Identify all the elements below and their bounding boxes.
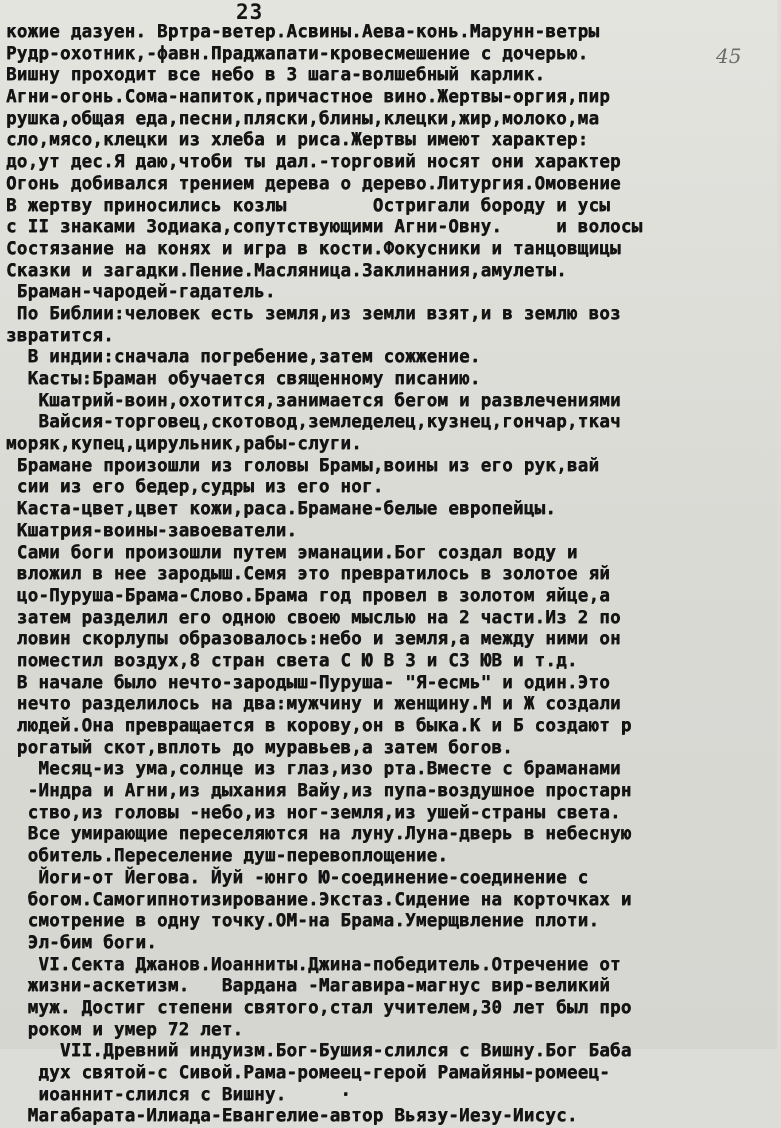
text-line: звратится.: [6, 325, 114, 346]
text-line: поместил воздух,8 стран света С Ю В З и СЗ ЮВ и т.д.: [6, 650, 578, 671]
text-line: Рудр-охотник,-фавн.Праджапати-кровесмешение с дочерью.: [6, 43, 589, 64]
text-line: Кшатрий-воин,охотится,занимается бегом и развлечениями: [6, 390, 621, 411]
text-line: Брамане произошли из головы Брамы,воины из его рук,вай: [6, 455, 600, 476]
text-line: до,ут дес.Я даю,чтоби ты дал.-торговий носят они характер: [6, 152, 621, 173]
text-line: цо-Пуруша-Брама-Слово.Брама год провел в золотом яйце,а: [6, 585, 611, 606]
text-line: Вишну проходит все небо в 3 шага-волшебный карлик.: [6, 65, 546, 86]
text-line: Состязание на конях и игра в кости.Фокусники и танцовщицы: [6, 238, 621, 259]
text-line: Кшатрия-воины-завоеватели.: [6, 520, 298, 541]
text-line: В начале было нечто-зародыш-Пуруша- "Я-есмь" и один.Это: [6, 672, 611, 693]
text-line: с II знаками Зодиака,сопутствующими Агни-Овну. и волосы: [6, 217, 643, 238]
text-line: Йоги-от Йегова. Йуй -юнго Ю-соединение-соединение с: [6, 867, 589, 888]
text-line: Эл-бим боги.: [6, 932, 158, 953]
page-number: 23: [236, 0, 264, 24]
text-line: Месяц-из ума,солнце из глаз,изо рта.Вместе с браманами: [6, 759, 621, 780]
text-line: нечто разделилось на два:мужчину и женщину.М и Ж создали: [6, 694, 621, 715]
text-line: людей.Она превращается в корову,он в быка.К и Б создают р: [6, 716, 632, 736]
text-line: рушка,общая еда,песни,пляски,блины,клецки,жир,молоко,ма: [6, 108, 600, 129]
text-line: сло,мясо,клецки из хлеба и риса.Жертвы имеют характер:: [6, 130, 589, 151]
text-line: иоаннит-слился с Вишну. ·: [6, 1084, 352, 1105]
text-line: затем разделил его одною своею мыслью на 2 части.Из 2 по: [6, 607, 621, 628]
text-line: Магабарата-Илиада-Евангелие-автор Вьязу-Иезу-Иисус.: [6, 1106, 578, 1127]
text-line: роком и умер 72 лет.: [6, 1019, 244, 1040]
text-line: моряк,купец,цирульник,рабы-слуги.: [6, 434, 362, 455]
handwritten-folio-mark: 45: [716, 44, 742, 68]
text-line: VII.Древний индуизм.Бог-Бушия-слился с Вишну.Бог Баба: [6, 1041, 632, 1062]
text-line: дух святой-с Сивой.Рама-ромеец-герой Рамайяны-ромеец-: [6, 1063, 611, 1083]
text-line: рогатый скот,вплоть до муравьев,а затем богов.: [6, 737, 513, 758]
text-line: В индии:сначала погребение,затем сожжение.: [6, 347, 481, 368]
text-line: Вайсия-торговец,скотовод,земледелец,кузнец,гончар,ткач: [6, 412, 621, 433]
text-line: Агни-огонь.Сома-напиток,причастное вино.Жертвы-оргия,пир: [6, 87, 611, 108]
text-line: вложил в нее зародыш.Семя это превратилось в золотое яй: [6, 564, 611, 585]
typewritten-text-body: [6, 22, 781, 1128]
text-line: Сами боги произошли путем эманации.Бог создал воду и: [6, 542, 578, 563]
text-line: сии из его бедер,судры из его ног.: [6, 477, 384, 498]
text-line: Все умирающие переселяются на луну.Луна-дверь в небесную: [6, 824, 632, 845]
text-line: богом.Самогипнотизирование.Экстаз.Сидение на корточках и: [6, 889, 632, 910]
text-line: обитель.Переселение душ-перевоплощение.: [6, 846, 449, 867]
text-line: муж. Достиг степени святого,стал учителем,30 лет был про: [6, 997, 632, 1018]
text-line: VI.Секта Джанов.Иоанниты.Джина-победитель.Отречение от: [6, 954, 621, 975]
text-line: Каста-цвет,цвет кожи,раса.Брамане-белые европейцы.: [6, 499, 557, 520]
text-line: По Библии:человек есть земля,из земли взят,и в землю воз: [6, 303, 621, 324]
text-line: Огонь добивался трением дерева о дерево.Литургия.Омовение: [6, 173, 621, 194]
text-line: кожие дазуен. Вртра-ветер.Асвины.Аева-конь.Марунн-ветры: [6, 22, 600, 42]
text-line: Касты:Браман обучается священному писанию.: [6, 369, 481, 389]
text-line: ловин скорлупы образовалось:небо и земля,а между ними он: [6, 629, 621, 650]
text-line: В жертву приносились козлы Остригали бороду и усы: [6, 195, 611, 216]
text-line: -Индра и Агни,из дыхания Вайу,из пупа-воздушное простарн: [6, 781, 632, 802]
text-line: Сказки и загадки.Пение.Масляница.Заклинания,амулеты.: [6, 260, 567, 281]
text-line: смотрение в одну точку.ОМ-на Брама.Умерщвление плоти.: [6, 911, 600, 932]
text-line: ство,из головы -небо,из ног-земля,из ушей-страны света.: [6, 802, 621, 823]
text-line: жизни-аскетизм. Вардана -Магавира-магнус вир-великий: [6, 976, 611, 997]
text-line: Браман-чародей-гадатель.: [6, 282, 276, 303]
